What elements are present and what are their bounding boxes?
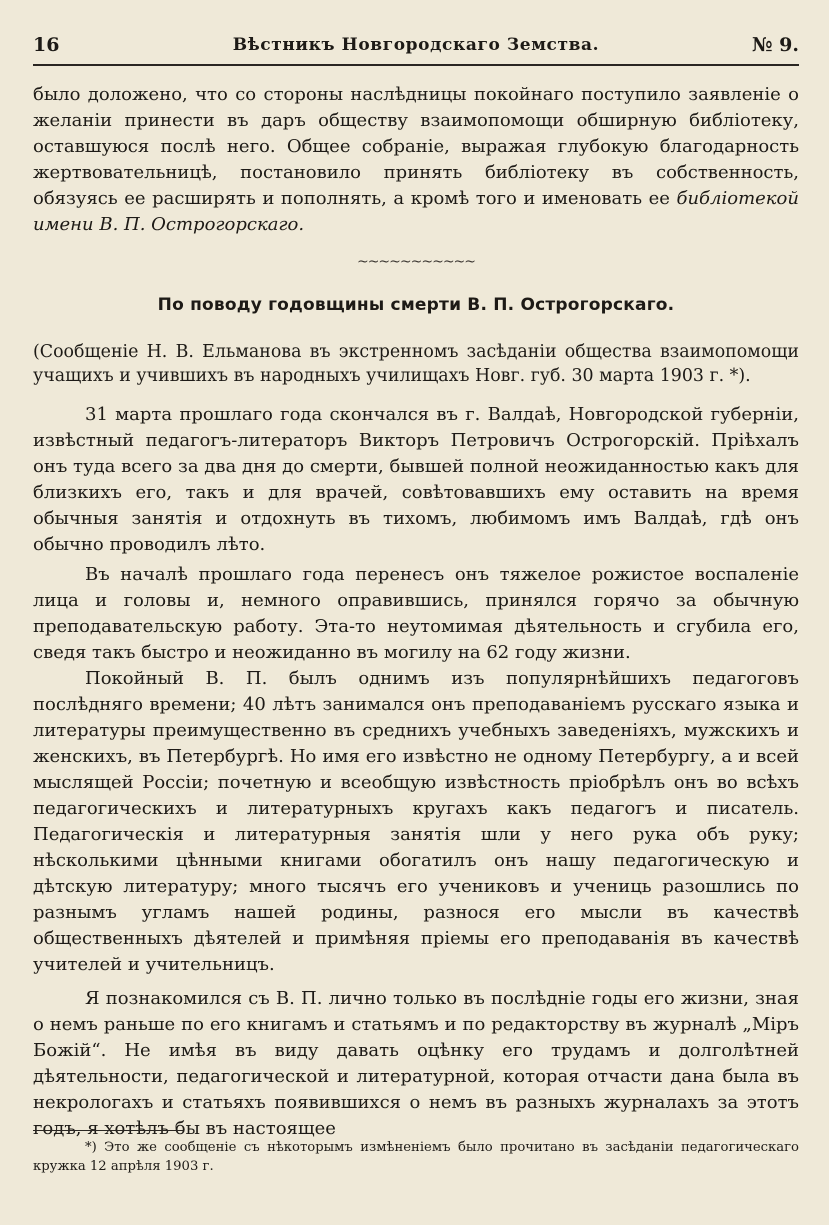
ornament-divider: ~~~~~~~~~~~ — [356, 254, 476, 270]
paragraph-intro-text: было доложено, что со стороны наслѣдницы покойнаго поступило заявленіе о желаніи принести въ даръ обществу взаимопомощи обширную библіотеку, оставшуюся послѣ него. Общее собраніе, выражая глубокую благодарность жертвовательницѣ, постановило принять библіотеку въ собственность, обязуясь ее расширять и пополнять, а кромѣ того и именовать ее — [33, 84, 799, 209]
paragraph-3: Покойный В. П. былъ однимъ изъ популярнѣйшихъ педагоговъ послѣдняго времени; 40 лѣтъ занимался онъ преподаваніемъ русскаго языка и литературы преимущественно въ среднихъ учебныхъ заведеніяхъ, мужскихъ и женскихъ, въ Петербургѣ. Но имя его извѣстно не одному Петербургу, а и всей мыслящей Россіи; почетную и всеобщую извѣстность пріобрѣлъ онъ во всѣхъ педагогическихъ и литературныхъ кругахъ какъ педагогъ и писатель. Педагогическія и литературныя занятія шли у него рука объ руку; нѣсколькими цѣнными книгами обогатилъ онъ нашу педагогическую и дѣтскую литературу; много тысячъ его учениковъ и учениць разошлись по разнымъ угламъ нашей родины, разнося его мысли въ качествѣ общественныхъ дѣятелей и примѣняя пріемы его преподаванія въ качествѣ учителей и учительницъ. — [33, 668, 799, 975]
library-name: библіотекой имени В. П. Острогорскаго. — [33, 188, 799, 235]
journal-title: Вѣстникъ Новгородскаго Земства. — [232, 35, 600, 55]
issue-number: № 9. — [751, 34, 799, 56]
paragraph-4: Я познакомился съ В. П. лично только въ послѣдніе годы его жизни, зная о немъ раньше по его книгамъ и статьямъ и по редакторству въ журналѣ „Міръ Божій“. Не имѣя въ виду давать оцѣнку его трудамъ и долголѣтней дѣятельности, педагогической и литературной, которая отчасти дана была въ некрологахъ и статьяхъ появившихся о немъ въ разныхъ журналахъ за этотъ годъ, я хотѣлъ бы въ настоящее — [33, 988, 799, 1139]
source-note: (Сообщеніе Н. В. Ельманова въ экстренномъ засѣданіи общества взаимопомощи учащихъ и учившихъ въ народныхъ училищахъ Новг. губ. 30 марта 1903 г. *). — [33, 342, 799, 386]
paragraph-2: Въ началѣ прошлаго года перенесъ онъ тяжелое рожистое воспаленіе лица и головы и, немного оправившись, принялся горячо за обычную преподавательскую работу. Эта-то неутомимая дѣятельность и сгубила его, сведя такъ быстро и неожиданно въ могилу на 62 году жизни. — [33, 564, 799, 663]
footnote-rule — [33, 1130, 183, 1131]
article-body — [33, 82, 799, 1152]
article-heading: По поводу годовщины смерти В. П. Острогорскаго. — [157, 295, 675, 315]
page-header — [33, 34, 799, 66]
page-number: 16 — [33, 34, 60, 56]
footnote: *) Это же сообщеніе съ нѣкоторымъ измѣненіемъ было прочитано въ засѣданіи педагогическаго кружка 12 апрѣля 1903 г. — [33, 1140, 799, 1174]
paragraph-intro — [33, 82, 799, 242]
paragraph-1: 31 марта прошлаго года скончался въ г. Валдаѣ, Новгородской губерніи, извѣстный педагогъ-литераторъ Викторъ Петровичъ Острогорскій. Пріѣхалъ онъ туда всего за два дня до смерти, бывшей полной неожиданностью какъ для близкихъ его, такъ и для врачей, совѣтовавшихъ ему оставить на время обычныя занятія и отдохнуть въ тихомъ, любимомъ имъ Валдаѣ, гдѣ онъ обычно проводилъ лѣто. — [33, 404, 799, 555]
